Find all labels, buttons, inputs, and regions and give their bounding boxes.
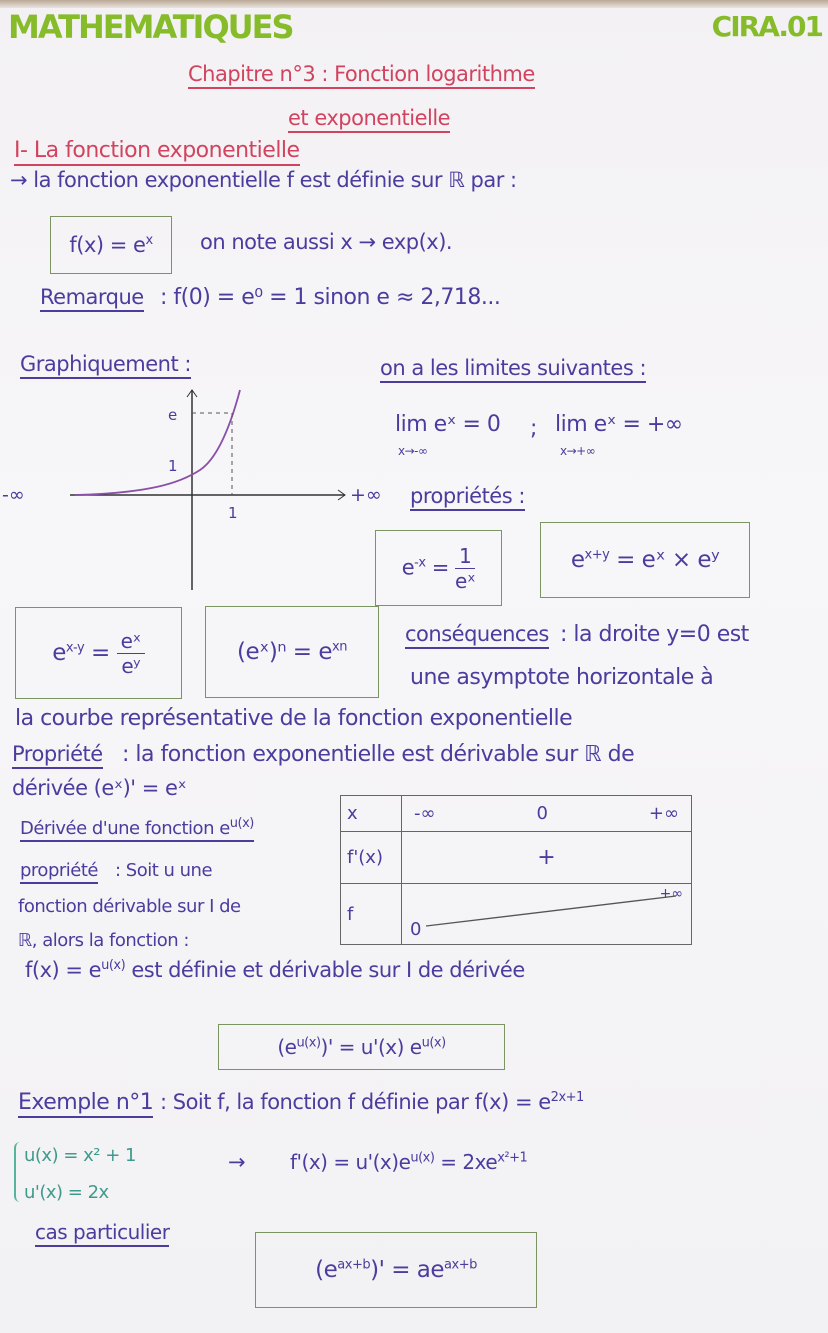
special-formula-box: $(e^{ax+b})' = ae^{ax+b}$ <box>255 1232 537 1308</box>
subject-title: MATHEMATIQUES <box>8 8 293 46</box>
intro-text: → la fonction exponentielle f est définie sur ℝ par : <box>10 168 517 192</box>
row-label-x: x <box>341 796 402 832</box>
limit-1-sub: x→-∞ <box>398 444 428 458</box>
notation-text: on note aussi x → exp(x). <box>200 230 453 254</box>
limit-2-sub: x→+∞ <box>560 444 596 458</box>
p4-exp: xn <box>332 639 347 655</box>
property-text: : la fonction exponentielle est dérivable sur ℝ de <box>122 742 635 767</box>
system-brace <box>14 1142 20 1202</box>
row-label-fprime: f'(x) <box>341 832 402 884</box>
derivative-formula-box: $(e^{u(x)})' = u'(x)$ $e^{u(x)}$ <box>218 1024 505 1070</box>
p1-exp: -x <box>414 555 426 570</box>
exp-curve <box>75 390 240 495</box>
def-exp: x <box>145 233 153 248</box>
example-label: Exemple n°1 <box>18 1090 153 1118</box>
plus-infinity: +∞ <box>350 484 382 506</box>
remark-label: Remarque <box>40 285 144 312</box>
limit-1: lim eˣ = 0 <box>395 412 501 437</box>
chapter-title-line2: et exponentielle <box>288 106 450 133</box>
x-values: -∞ 0 +∞ <box>402 796 692 832</box>
property-box-4 <box>205 606 379 698</box>
chapter-title-line1: Chapitre n°3 : Fonction logarithme <box>188 62 535 89</box>
u-definition: u(x) = x² + 1 <box>24 1145 136 1166</box>
table-row <box>341 884 692 945</box>
consequences-line1: : la droite y=0 est <box>560 622 749 647</box>
p1-base: e <box>401 555 415 579</box>
p1-fraction: $\frac{1}{\text{eˣ}}$ <box>455 543 476 593</box>
example-result: $f'(x) = u'(x)e^{u(x)} = 2xe^{x^2+1}$ <box>290 1150 528 1174</box>
implies-arrow: → <box>228 1150 246 1174</box>
derivative-heading: Dérivée d'une fonction $e^{u(x)}$ <box>20 816 254 842</box>
p2-base: e <box>570 547 585 573</box>
paper-edge <box>0 0 828 8</box>
prop-line3: ℝ, alors la fonction : <box>18 930 189 951</box>
class-code: CIRA.01 <box>711 10 822 43</box>
property-box-1: $e^{-x}$ = $\frac{1}{\text{eˣ}}$ <box>375 530 502 606</box>
u-prime: u'(x) = 2x <box>24 1182 109 1203</box>
graph-label: Graphiquement : <box>20 352 191 379</box>
property-box-2 <box>540 522 750 598</box>
consequences-label: conséquences <box>405 622 549 649</box>
property-label: Propriété <box>12 742 103 769</box>
table-row <box>341 796 692 832</box>
example-text: : Soit f, la fonction f définie par $f(x) = e^{2x+1}$ <box>160 1090 584 1114</box>
p3-fraction: $\frac{\text{eˣ}}{\text{eʸ}}$ <box>117 629 145 678</box>
sign-cell: + <box>402 832 692 884</box>
p3-exp: x-y <box>65 639 85 655</box>
limit-separator: ; <box>530 416 537 441</box>
y-label-1: 1 <box>168 457 178 475</box>
row-label-f: f <box>341 884 402 945</box>
table-row <box>341 832 692 884</box>
special-case-label: cas particulier <box>35 1220 169 1247</box>
x-label-1: 1 <box>228 504 238 522</box>
property-box-3: $e^{x-y}$ = $\frac{\text{eˣ}}{\text{eʸ}}$ <box>15 607 182 699</box>
derivative-text: dérivée (eˣ)' = eˣ <box>12 776 187 800</box>
p2-rhs: = eˣ × eʸ <box>616 547 720 573</box>
p3-base: e <box>52 639 66 666</box>
variation-cell: 0 +∞ <box>402 884 692 945</box>
consequences-line2: une asymptote horizontale à <box>410 665 714 690</box>
variation-table <box>340 795 692 945</box>
p2-exp: x+y <box>584 547 610 563</box>
minus-infinity: -∞ <box>2 484 25 506</box>
section-heading: I- La fonction exponentielle <box>14 138 300 166</box>
prop-line2: fonction dérivable sur I de <box>18 896 241 917</box>
limits-label: on a les limites suivantes : <box>380 356 646 383</box>
y-label-e: e <box>168 406 178 424</box>
properties-label: propriétés : <box>410 484 525 511</box>
prop-line1: : Soit u une <box>115 860 213 881</box>
limit-2: lim eˣ = +∞ <box>555 412 683 437</box>
consequences-line3: la courbe représentative de la fonction exponentielle <box>15 706 573 731</box>
definition-box <box>50 216 172 274</box>
def-lhs: f(x) = e <box>69 233 146 257</box>
prop-label: propriété <box>20 860 98 884</box>
increasing-arrow-icon <box>426 892 686 932</box>
prop-line4: $f(x) = e^{u(x)}$ est définie et dérivable sur I de dérivée <box>25 958 525 982</box>
remark-text: : f(0) = e⁰ = 1 sinon e ≈ 2,718... <box>160 285 501 310</box>
p4-base: (eˣ)ⁿ = e <box>237 639 333 665</box>
exponential-graph <box>0 375 400 595</box>
